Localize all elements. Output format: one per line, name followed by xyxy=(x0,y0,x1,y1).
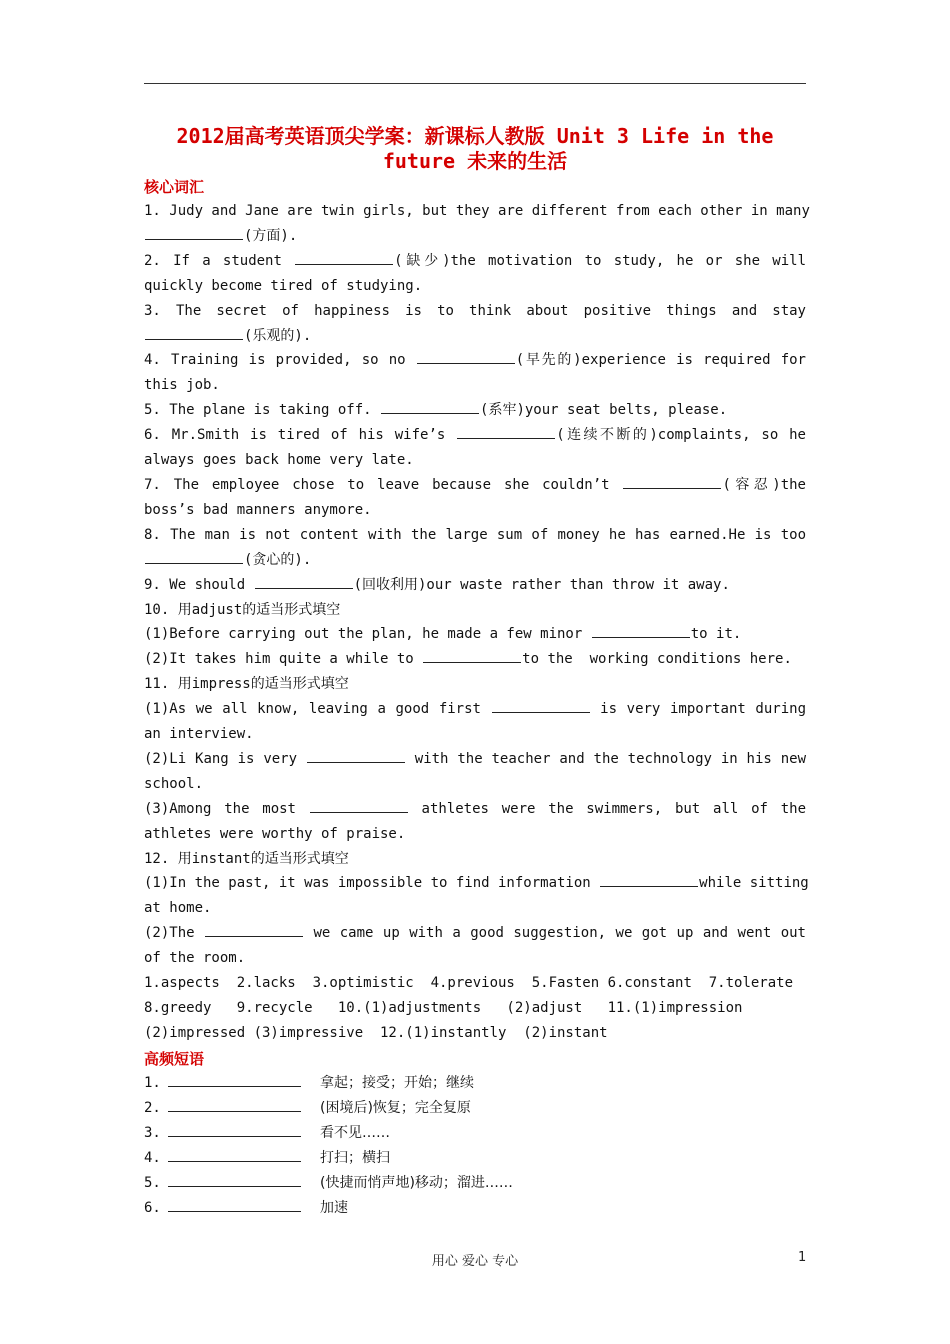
answer-blank[interactable] xyxy=(592,622,690,638)
answer-blank[interactable] xyxy=(310,797,408,813)
answer-blank[interactable] xyxy=(307,747,405,763)
q8-line-b: (贪心的). xyxy=(144,548,806,573)
q12-2-line-a: (2)The we came up with a good suggestion, we got up and went out xyxy=(144,921,806,946)
q7-line-b: boss’s bad manners anymore. xyxy=(144,501,372,518)
title-line-2: future 未来的生活 xyxy=(382,149,568,173)
answer-blank[interactable] xyxy=(205,921,303,937)
q7-line-a: 7. The employee chose to leave because she couldn’t (容忍)the xyxy=(144,473,806,498)
q12-1-line-b: at home. xyxy=(144,900,212,917)
phrase-item: 3. 看不见…… xyxy=(144,1121,806,1146)
page-footer: 用心 爱心 专心 xyxy=(431,1254,519,1269)
answer-blank[interactable] xyxy=(168,1121,301,1137)
q9-line: 9. We should (回收利用)our waste rather than throw it away. xyxy=(144,573,806,598)
title-line-1: 2012届高考英语顶尖学案：新课标人教版 Unit 3 Life in the xyxy=(176,124,774,148)
q12-2-line-b: of the room. xyxy=(144,950,246,967)
page-number: 1 xyxy=(798,1250,807,1265)
q11-3-line-a: (3)Among the most athletes were the swimmers, but all of the xyxy=(144,797,806,822)
answer-blank[interactable] xyxy=(145,548,243,564)
answer-blank[interactable] xyxy=(600,871,698,887)
phrase-item: 4. 打扫；横扫 xyxy=(144,1146,806,1171)
answer-key-line-3: (2)impressed (3)impressive 12.(1)instantly (2)instant xyxy=(144,1024,608,1041)
answer-blank[interactable] xyxy=(295,249,393,265)
answer-blank[interactable] xyxy=(381,398,479,414)
q6-line-b: always goes back home very late. xyxy=(144,452,414,469)
answer-blank[interactable] xyxy=(168,1071,301,1087)
answer-blank[interactable] xyxy=(457,423,555,439)
q4-line-b: this job. xyxy=(144,377,220,394)
answer-blank[interactable] xyxy=(145,224,243,240)
phrase-item: 1. 拿起；接受；开始；继续 xyxy=(144,1071,806,1096)
q11-3-line-b: athletes were worthy of praise. xyxy=(144,825,406,842)
q11-1-line-b: an interview. xyxy=(144,726,254,743)
phrase-heading: 高频短语 xyxy=(144,1050,205,1068)
header-rule xyxy=(144,83,806,84)
q1-line-b: (方面). xyxy=(144,224,806,249)
answer-blank[interactable] xyxy=(492,697,590,713)
q3-line-b: (乐观的). xyxy=(144,324,806,349)
q10-2-line: (2)It takes him quite a while to to the working conditions here. xyxy=(144,647,806,672)
q1-line-a: 1. Judy and Jane are twin girls, but they are different from each other in many xyxy=(144,203,810,219)
vocab-heading: 核心词汇 xyxy=(144,178,205,196)
q11-2-line-a: (2)Li Kang is very with the teacher and the technology in his new xyxy=(144,747,806,772)
q6-line-a: 6. Mr.Smith is tired of his wife’s (连续不断的)complaints, so he xyxy=(144,423,806,448)
q2-line-b: quickly become tired of studying. xyxy=(144,277,423,294)
document-title xyxy=(144,124,806,174)
q4-line-a: 4. Training is provided, so no (早先的)experience is required for xyxy=(144,348,806,373)
phrase-item: 2. (困境后)恢复；完全复原 xyxy=(144,1096,806,1121)
answer-key-line-1: 1.aspects 2.lacks 3.optimistic 4.previous 5.Fasten 6.constant 7.tolerate xyxy=(144,975,794,992)
q12-1-line-a: (1)In the past, it was impossible to find information while sitting xyxy=(144,871,806,896)
q10-1-line: (1)Before carrying out the plan, he made a few minor to it. xyxy=(144,622,806,647)
answer-key-line-2: 8.greedy 9.recycle 10.(1)adjustments (2)adjust 11.(1)impression xyxy=(144,1000,743,1016)
q10-heading: 10. 用adjust的适当形式填空 xyxy=(144,601,341,618)
q3-line-a: 3. The secret of happiness is to think about positive things and stay xyxy=(144,302,806,319)
answer-blank[interactable] xyxy=(255,573,353,589)
q12-heading: 12. 用instant的适当形式填空 xyxy=(144,850,349,867)
phrase-list xyxy=(144,1071,806,1220)
answer-blank[interactable] xyxy=(145,324,243,340)
answer-blank[interactable] xyxy=(168,1096,301,1112)
q11-1-line-a: (1)As we all know, leaving a good first is very important during xyxy=(144,697,806,722)
answer-blank[interactable] xyxy=(168,1146,301,1162)
phrase-item: 5. (快捷而悄声地)移动；溜进…… xyxy=(144,1171,806,1196)
phrase-item: 6. 加速 xyxy=(144,1196,806,1221)
q8-line-a: 8. The man is not content with the large sum of money he has earned.He is too xyxy=(144,526,806,543)
answer-blank[interactable] xyxy=(168,1196,301,1212)
q11-2-line-b: school. xyxy=(144,775,204,792)
q5-line: 5. The plane is taking off. (系牢)your seat belts, please. xyxy=(144,398,806,423)
answer-blank[interactable] xyxy=(423,647,521,663)
q11-heading: 11. 用impress的适当形式填空 xyxy=(144,676,349,693)
answer-blank[interactable] xyxy=(623,473,721,489)
answer-blank[interactable] xyxy=(417,348,515,364)
answer-blank[interactable] xyxy=(168,1171,301,1187)
q2-line-a: 2. If a student (缺少)the motivation to study, he or she will xyxy=(144,249,806,274)
vocab-exercises xyxy=(144,199,810,1046)
